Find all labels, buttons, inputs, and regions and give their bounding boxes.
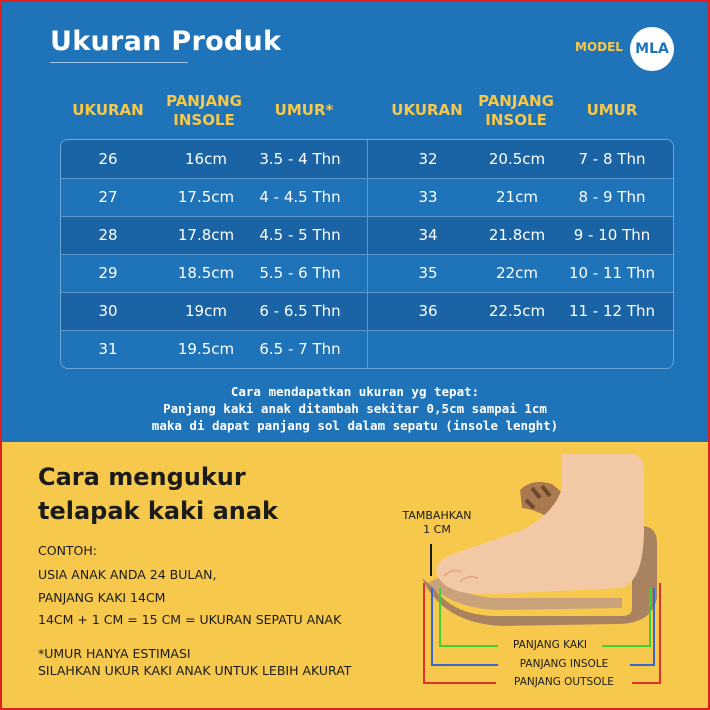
cell-insole: 22cm: [496, 264, 538, 282]
header-insole-left-line1: PANJANG: [166, 92, 242, 110]
cell-insole: 21.8cm: [488, 226, 546, 244]
add-1cm-label: [384, 509, 490, 537]
measure-title: [38, 460, 278, 528]
cell-size: 29: [98, 264, 118, 282]
header-size-left: UKURAN: [72, 101, 144, 119]
header-insole-right: [464, 92, 568, 130]
cell-size: 36: [418, 302, 438, 320]
header-age-left: UMUR*: [274, 101, 334, 119]
cell-insole: 17.8cm: [177, 226, 235, 244]
cell-insole: 21cm: [496, 188, 538, 206]
cell-insole: 19cm: [185, 302, 227, 320]
cell-age: 7 - 8 Thn: [578, 150, 646, 168]
note-line-1: Cara mendapatkan ukuran yg tepat:: [230, 384, 480, 399]
page-title: Ukuran Produk: [50, 26, 282, 57]
header-insole-left-line2: INSOLE: [173, 111, 235, 129]
cell-insole: 16cm: [185, 150, 227, 168]
note-line-3: maka di dapat panjang sol dalam sepatu (insole lenght): [151, 418, 559, 433]
model-label: MODEL: [575, 40, 623, 54]
cell-size: 27: [98, 188, 118, 206]
outsole-length-label: PANJANG OUTSOLE: [496, 676, 632, 688]
example-line-2: PANJANG KAKI 14CM: [38, 590, 166, 605]
cell-size: 34: [418, 226, 438, 244]
model-badge: MLA: [630, 27, 674, 71]
cell-size: 26: [98, 150, 118, 168]
size-table-section: [2, 2, 708, 442]
cell-age: 9 - 10 Thn: [573, 226, 651, 244]
cell-age: 8 - 9 Thn: [578, 188, 646, 206]
cell-age: 4.5 - 5 Thn: [259, 226, 341, 244]
measure-title-line2: telapak kaki anak: [38, 497, 278, 525]
cell-size: 33: [418, 188, 438, 206]
note-line-2: Panjang kaki anak ditambah sekitar 0,5cm sampai 1cm: [163, 401, 547, 416]
header-age-right: UMUR: [586, 101, 638, 119]
cell-age: 4 - 4.5 Thn: [259, 188, 341, 206]
cell-age: 5.5 - 6 Thn: [259, 264, 341, 282]
measure-title-line1: Cara mengukur: [38, 463, 246, 491]
cell-insole: 19.5cm: [177, 340, 235, 358]
cell-size: 28: [98, 226, 118, 244]
title-underline: [50, 62, 188, 63]
example-line-1: USIA ANAK ANDA 24 BULAN,: [38, 567, 217, 582]
size-table: [60, 139, 674, 369]
disclaimer-line-2: SILAHKAN UKUR KAKI ANAK UNTUK LEBIH AKURAT: [38, 663, 352, 678]
cell-insole: 22.5cm: [488, 302, 546, 320]
header-size-right: UKURAN: [391, 101, 463, 119]
cell-size: 30: [98, 302, 118, 320]
add-1cm-label-line1: TAMBAHKAN: [402, 509, 472, 522]
cell-insole: 18.5cm: [177, 264, 235, 282]
insole-length-label: PANJANG INSOLE: [498, 658, 630, 670]
header-insole-left: [152, 92, 256, 130]
cell-age: 11 - 12 Thn: [568, 302, 656, 320]
cell-age: 6.5 - 7 Thn: [259, 340, 341, 358]
cell-size: 31: [98, 340, 118, 358]
header-insole-right-line2: INSOLE: [485, 111, 547, 129]
cell-size: 35: [418, 264, 438, 282]
cell-age: 10 - 11 Thn: [568, 264, 656, 282]
example-line-3: 14CM + 1 CM = 15 CM = UKURAN SEPATU ANAK: [38, 612, 342, 627]
disclaimer-line-1: *UMUR HANYA ESTIMASI: [38, 646, 191, 661]
add-1cm-label-line2: 1 CM: [423, 523, 451, 536]
table-center-divider: [367, 140, 368, 368]
cell-insole: 17.5cm: [177, 188, 235, 206]
cell-insole: 20.5cm: [488, 150, 546, 168]
header-insole-right-line1: PANJANG: [478, 92, 554, 110]
cell-size: 32: [418, 150, 438, 168]
foot-length-label: PANJANG KAKI: [498, 639, 602, 651]
example-label: CONTOH:: [38, 543, 98, 558]
cell-age: 3.5 - 4 Thn: [259, 150, 341, 168]
cell-age: 6 - 6.5 Thn: [259, 302, 341, 320]
